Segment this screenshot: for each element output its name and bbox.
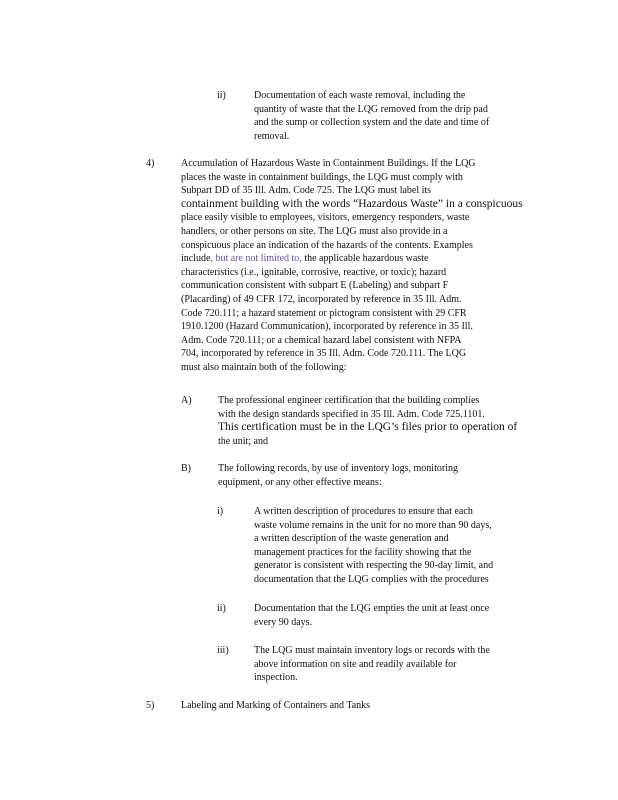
item-label: 4) bbox=[146, 158, 155, 169]
item-text: Accumulation of Hazardous Waste in Containment Buildings. If the LQG places the waste in containment buildings, the LQG must comply with Subpart DD of 35 Ill. Adm. Code 725. The LQG must label its containment building with the words “Hazardous Waste” in a conspicuous place easily visible to employees, visitors, emergency responders, waste handlers, or other persons on site. The LQG must also provide in a conspicuous place an indication of the hazards of the contents. Examples include, but are not limited to, the applicable hazardous waste characteristics (i.e., ignitable, corrosive, reactive, or toxic); hazard communication consistent with subpart E (Labeling) and subpart F (Placarding) of 49 CFR 172, incorporated by reference in 35 Ill. Adm. Code 720.111; a hazard statement or pictogram consistent with 29 CFR 1910.1200 (Hazard Communication), incorporated by reference in 35 Ill. Adm. Code 720.111; or a chemical hazard label consistent with NFPA 704, incorporated by reference in 35 Ill. Adm. Code 720.111. The LQG must also maintain both of the following: bbox=[181, 158, 523, 373]
item-label: 5) bbox=[146, 700, 155, 711]
item-label: ii) bbox=[217, 90, 226, 101]
inserted-text: , but are not limited to, bbox=[210, 253, 302, 265]
item-text: The professional engineer certification that the building complies with the design standards specified in 35 Ill. Adm. Code 725.1101. This certification must be in the LQG’s files prior to operation of the unit; and bbox=[218, 395, 518, 447]
item-text: Labeling and Marking of Containers and Tanks bbox=[181, 700, 371, 711]
item-label: A) bbox=[181, 395, 192, 406]
item-label: iii) bbox=[217, 645, 229, 656]
item-text: The following records, by use of inventory logs, monitoring equipment, or any other effective means: bbox=[218, 463, 458, 488]
item-label: i) bbox=[217, 506, 224, 517]
item-text: Documentation of each waste removal, including the quantity of waste that the LQG removed from the drip pad and the sump or collection system and the date and time of removal. bbox=[254, 90, 490, 142]
item-label: ii) bbox=[217, 603, 226, 614]
item-text: A written description of procedures to ensure that each waste volume remains in the unit for no more than 90 days, a written description of the waste generation and management practices for the facility showing that the generator is consistent with respecting the 90-day limit, and documentation that the LQG complies with the procedures bbox=[254, 506, 494, 585]
item-text: Documentation that the LQG empties the unit at least once every 90 days. bbox=[254, 603, 490, 628]
item-text: The LQG must maintain inventory logs or records with the above information on site and readily available for inspection. bbox=[254, 645, 490, 684]
item-label: B) bbox=[181, 463, 191, 474]
